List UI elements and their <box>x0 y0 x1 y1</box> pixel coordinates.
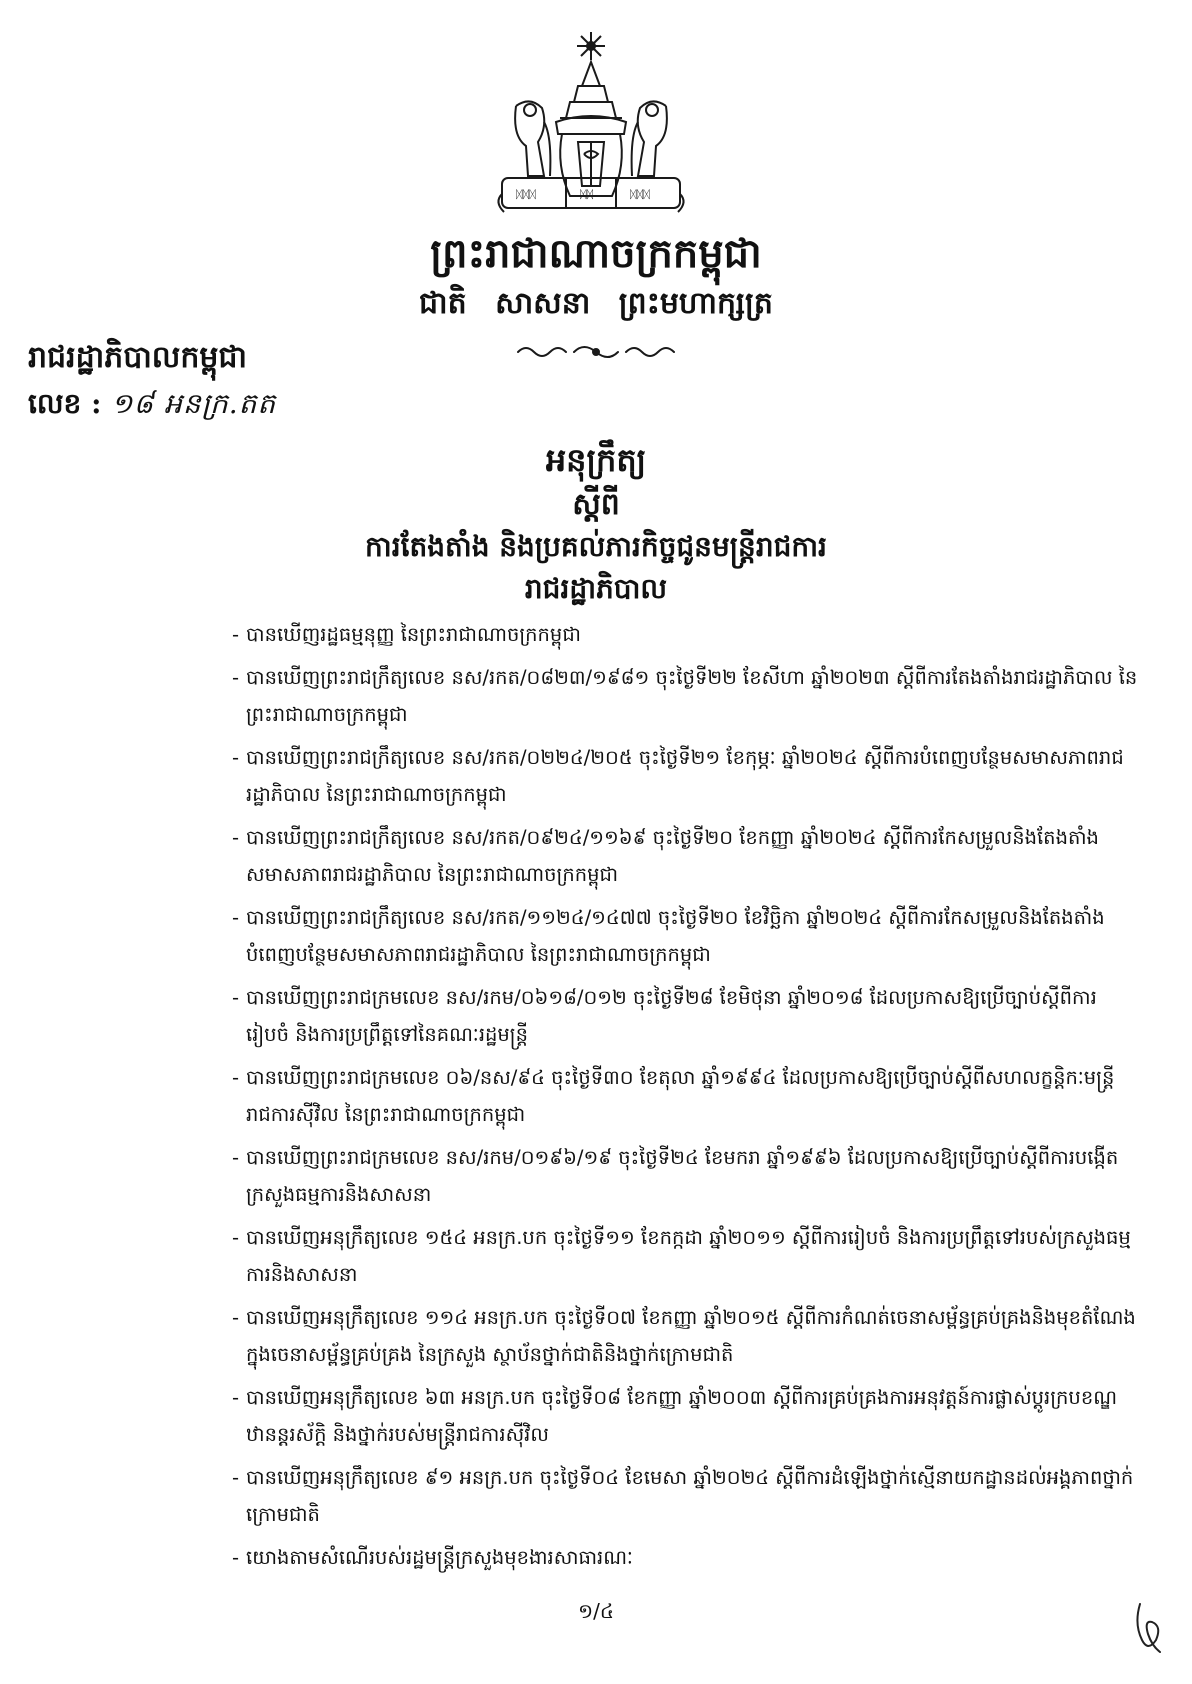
preamble-item: - បានឃើញព្រះរាជក្រមលេខ នស/រកម/០១៩៦/១៩ ចុះថ្ងៃទី២៤ ខែមករា ឆ្នាំ១៩៩៦ ដែលប្រកាសឱ្យប្រើច្បាប់ស្តីពីការបង្កើតក្រសួងធម្មការនិងសាសនា <box>232 1139 1138 1213</box>
preamble-item: - បានឃើញអនុក្រឹត្យលេខ ១៥៤ អនក្រ.បក ចុះថ្ងៃទី១១ ខែកក្កដា ឆ្នាំ២០១១ ស្តីពីការរៀបចំ និងការប្រព្រឹត្តទៅរបស់ក្រសួងធម្មការនិងសាសនា <box>232 1219 1138 1293</box>
preamble-item: - បានឃើញរដ្ឋធម្មនុញ្ញ នៃព្រះរាជាណាចក្រកម្ពុជា <box>232 616 1138 653</box>
svg-text:ᛞᛞᛞ: ᛞᛞᛞ <box>516 188 536 201</box>
document-number <box>28 382 276 426</box>
preamble-item: - បានឃើញព្រះរាជក្រមលេខ ០៦/នស/៩៤ ចុះថ្ងៃទី៣០ ខែតុលា ឆ្នាំ១៩៩៤ ដែលប្រកាសឱ្យប្រើច្បាប់ស្តីពីសហលក្ខន្តិកៈមន្ត្រីរាជការស៊ីវិល នៃព្រះរាជាណាចក្រកម្ពុជា <box>232 1059 1138 1133</box>
title-issuer: រាជរដ្ឋាភិបាល <box>524 572 668 605</box>
preamble-item: - បានឃើញព្រះរាជក្រឹត្យលេខ នស/រកត/០៩២៤/១១៦៩ ចុះថ្ងៃទី២០ ខែកញ្ញា ឆ្នាំ២០២៤ ស្តីពីការកែសម្រួលនិងតែងតាំងសមាសភាពរាជរដ្ឋាភិបាល នៃព្រះរាជាណាចក្រកម្ពុជា <box>232 819 1138 893</box>
ornament-divider-icon <box>514 340 678 362</box>
preamble-item: - បានឃើញព្រះរាជក្រឹត្យលេខ នស/រកត/០៨២៣/១៩៨១ ចុះថ្ងៃទី២២ ខែសីហា ឆ្នាំ២០២៣ ស្តីពីការតែងតាំងរាជរដ្ឋាភិបាល នៃព្រះរាជាណាចក្រកម្ពុជា <box>232 659 1138 733</box>
document-type-title: អនុក្រឹត្យ <box>545 441 647 479</box>
page-number: ១/៤ <box>577 1599 615 1623</box>
kingdom-title: ព្រះរាជាណាចក្រកម្ពុជា <box>430 230 762 277</box>
preamble-item: - បានឃើញអនុក្រឹត្យលេខ ៩១ អនក្រ.បក ចុះថ្ងៃទី០៤ ខែមេសា ឆ្នាំ២០២៤ ស្តីពីការដំឡើងថ្នាក់ស្មើនាយកដ្ឋានដល់អង្គភាពថ្នាក់ក្រោមជាតិ <box>232 1459 1138 1533</box>
preamble-item: - បានឃើញអនុក្រឹត្យលេខ ៦៣ អនក្រ.បក ចុះថ្ងៃទី០៨ ខែកញ្ញា ឆ្នាំ២០០៣ ស្តីពីការគ្រប់គ្រងការអនុវត្តន៍ការផ្លាស់ប្តូរក្របខណ្ឌ ឋានន្តរស័ក្តិ និងថ្នាក់របស់មន្ត្រីរាជការស៊ីវិល <box>232 1379 1138 1453</box>
title-subject-prefix: ស្តីពី <box>572 487 620 522</box>
royal-coat-of-arms-emblem <box>486 26 696 224</box>
national-motto: ជាតិ សាសនា ព្រះមហាក្សត្រ <box>419 286 773 321</box>
svg-text:ᛞᛞ: ᛞᛞ <box>580 188 594 201</box>
svg-text:ᛞᛞᛞ: ᛞᛞᛞ <box>630 188 650 201</box>
preamble-list <box>232 616 1138 1576</box>
preamble-item: - យោងតាមសំណើរបស់រដ្ឋមន្ត្រីក្រសួងមុខងារសាធារណៈ <box>232 1539 1138 1576</box>
preamble-item: - បានឃើញអនុក្រឹត្យលេខ ១១៤ អនក្រ.បក ចុះថ្ងៃទី០៧ ខែកញ្ញា ឆ្នាំ២០១៥ ស្តីពីការកំណត់ចេនាសម្ព័ន្ធគ្រប់គ្រងនិងមុខតំណែងក្នុងចេនាសម្ព័ន្ធគ្រប់គ្រង នៃក្រសួង ស្ថាប័នថ្នាក់ជាតិនិងថ្នាក់ក្រោមជាតិ <box>232 1299 1138 1373</box>
title-subject: ការតែងតាំង និងប្រគល់ភារកិច្ចជូនមន្ត្រីរាជការ <box>365 530 827 563</box>
preamble-item: - បានឃើញព្រះរាជក្រឹត្យលេខ នស/រកត/១១២៤/១៤៧៧ ចុះថ្ងៃទី២០ ខែវិច្ឆិកា ឆ្នាំ២០២៤ ស្តីពីការកែសម្រួលនិងតែងតាំងបំពេញបន្ថែមសមាសភាពរាជរដ្ឋាភិបាល នៃព្រះរាជាណាចក្រកម្ពុជា <box>232 899 1138 973</box>
issuing-government: រាជរដ្ឋាភិបាលកម្ពុជា <box>28 340 247 375</box>
preamble-item: - បានឃើញព្រះរាជក្រឹត្យលេខ នស/រកត/០២២៤/២០៥ ចុះថ្ងៃទី២១ ខែកុម្ភៈ ឆ្នាំ២០២៤ ស្តីពីការបំពេញបន្ថែមសមាសភាពរាជរដ្ឋាភិបាល នៃព្រះរាជាណាចក្រកម្ពុជា <box>232 739 1138 813</box>
handwritten-initial-icon <box>1130 1600 1166 1656</box>
preamble-item: - បានឃើញព្រះរាជក្រមលេខ នស/រកម/០៦១៨/០១២ ចុះថ្ងៃទី២៨ ខែមិថុនា ឆ្នាំ២០១៨ ដែលប្រកាសឱ្យប្រើច្បាប់ស្តីពីការរៀបចំ និងការប្រព្រឹត្តទៅនៃគណៈរដ្ឋមន្ត្រី <box>232 979 1138 1053</box>
document-number-value: ១៨ អនក្រ.តត <box>111 387 277 420</box>
document-number-label: លេខ : <box>28 387 102 420</box>
